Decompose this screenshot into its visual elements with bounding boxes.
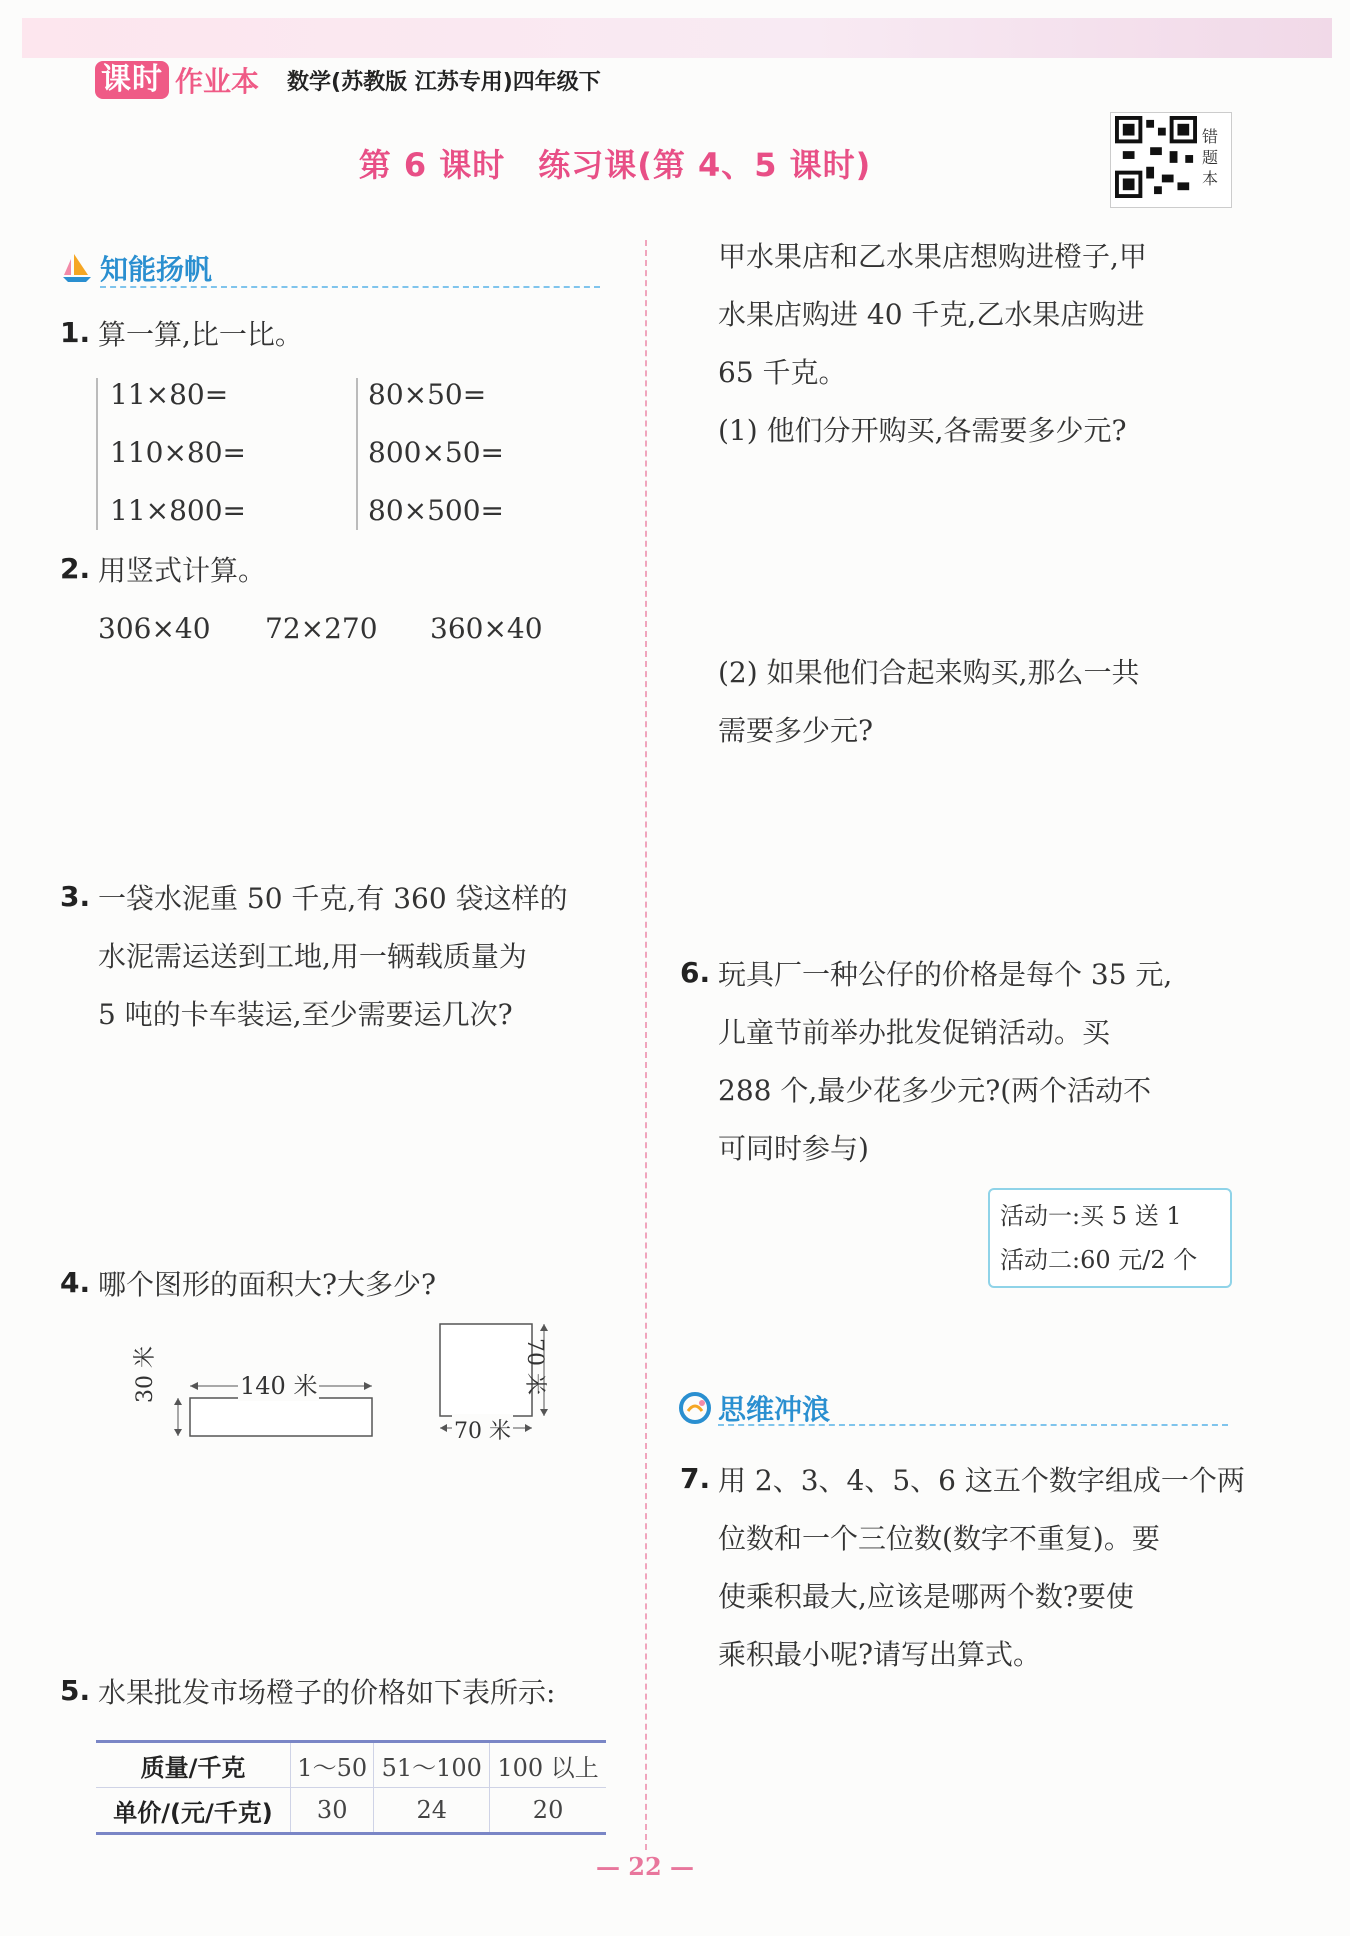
- question-line: 用 2、3、4、5、6 这五个数字组成一个两: [718, 1464, 1245, 1497]
- table-row: [96, 1742, 606, 1788]
- question-line: 位数和一个三位数(数字不重复)。要: [718, 1522, 1160, 1555]
- rect-height-label: 30 米: [133, 1346, 158, 1403]
- brace-left: [96, 378, 110, 530]
- promotion-box: [988, 1188, 1232, 1288]
- qr-code-icon: [1115, 116, 1197, 198]
- table-cell: 1～50: [291, 1742, 374, 1788]
- calc-item: 80×500=: [368, 494, 504, 527]
- sub-question-2: (2) 如果他们合起来购买,那么一共: [718, 656, 1140, 689]
- table-header-cell: 单价/(元/千克): [96, 1788, 291, 1834]
- calc-item: 800×50=: [368, 436, 504, 469]
- question-number: 4.: [60, 1266, 91, 1299]
- table-header-cell: 质量/千克: [96, 1742, 291, 1788]
- question-line: 儿童节前举办批发促销活动。买: [718, 1016, 1111, 1049]
- question-text: 水果批发市场橙子的价格如下表所示:: [98, 1676, 556, 1709]
- question-line: 可同时参与): [718, 1132, 869, 1165]
- sailboat-icon: [60, 251, 94, 285]
- promotion-1: 活动一:买 5 送 1: [1000, 1202, 1182, 1230]
- table-cell: 20: [490, 1788, 606, 1834]
- question-number: 2.: [60, 552, 91, 585]
- question-line: 乘积最小呢?请写出算式。: [718, 1638, 1042, 1671]
- question-line: 水果店购进 40 千克,乙水果店购进: [718, 298, 1145, 331]
- top-decoration-band: [22, 18, 1332, 58]
- question-text: 用竖式计算。: [98, 554, 267, 587]
- question-line: 使乘积最大,应该是哪两个数?要使: [718, 1580, 1134, 1613]
- sub-question-2-cont: 需要多少元?: [718, 714, 874, 747]
- table-row: [96, 1788, 606, 1834]
- question-line: 288 个,最少花多少元?(两个活动不: [718, 1074, 1152, 1107]
- rect-width-label: 140 米: [238, 1366, 319, 1401]
- section-title: 思维冲浪: [718, 1393, 831, 1426]
- question-line: 水泥需运送到工地,用一辆载质量为: [98, 940, 527, 973]
- question-number: 6.: [680, 956, 711, 989]
- calc-item: 11×800=: [110, 494, 246, 527]
- calc-item: 110×80=: [110, 436, 246, 469]
- question-number: 3.: [60, 880, 91, 913]
- price-table: [96, 1740, 606, 1835]
- column-divider: [645, 240, 647, 1850]
- question-line: 65 千克。: [718, 356, 847, 389]
- section-underline: [718, 1424, 1228, 1426]
- calc-item: 72×270: [265, 612, 378, 645]
- section-title: 知能扬帆: [100, 253, 213, 286]
- promotion-2: 活动二:60 元/2 个: [1000, 1246, 1198, 1274]
- square-height-label: 70 米: [522, 1338, 547, 1395]
- question-number: 7.: [680, 1462, 711, 1495]
- question-text: 算一算,比一比。: [98, 318, 303, 351]
- section-underline: [100, 286, 600, 288]
- question-line: 玩具厂一种公仔的价格是每个 35 元,: [718, 958, 1173, 991]
- question-text: 哪个图形的面积大?大多少?: [98, 1268, 437, 1301]
- page-number: — 22 —: [595, 1852, 695, 1881]
- table-cell: 24: [374, 1788, 490, 1834]
- qr-label: 错题本: [1202, 127, 1219, 188]
- question-line: 一袋水泥重 50 千克,有 360 袋这样的: [98, 882, 568, 915]
- brand-name: 作业本: [175, 65, 260, 98]
- calc-item: 360×40: [430, 612, 543, 645]
- brand-logo: 课时: [95, 61, 169, 99]
- question-number: 5.: [60, 1674, 91, 1707]
- section-heading-1: [60, 248, 212, 288]
- calc-item: 306×40: [98, 612, 211, 645]
- sub-question-1: (1) 他们分开购买,各需要多少元?: [718, 414, 1127, 447]
- header: [95, 58, 601, 102]
- question-line: 5 吨的卡车装运,至少需要运几次?: [98, 998, 513, 1031]
- table-cell: 30: [291, 1788, 374, 1834]
- question-number: 1.: [60, 316, 91, 349]
- table-cell: 51～100: [374, 1742, 490, 1788]
- book-subject: 数学(苏教版 江苏专用)四年级下: [287, 69, 601, 95]
- table-cell: 100 以上: [490, 1742, 606, 1788]
- calc-item: 80×50=: [368, 378, 487, 411]
- calc-item: 11×80=: [110, 378, 229, 411]
- section-heading-2: [678, 1388, 830, 1428]
- lesson-title: 第 6 课时 练习课(第 4、5 课时): [358, 146, 872, 184]
- square-width-label: 70 米: [452, 1414, 513, 1445]
- question-line: 甲水果店和乙水果店想购进橙子,甲: [718, 240, 1147, 273]
- wave-icon: [678, 1391, 712, 1425]
